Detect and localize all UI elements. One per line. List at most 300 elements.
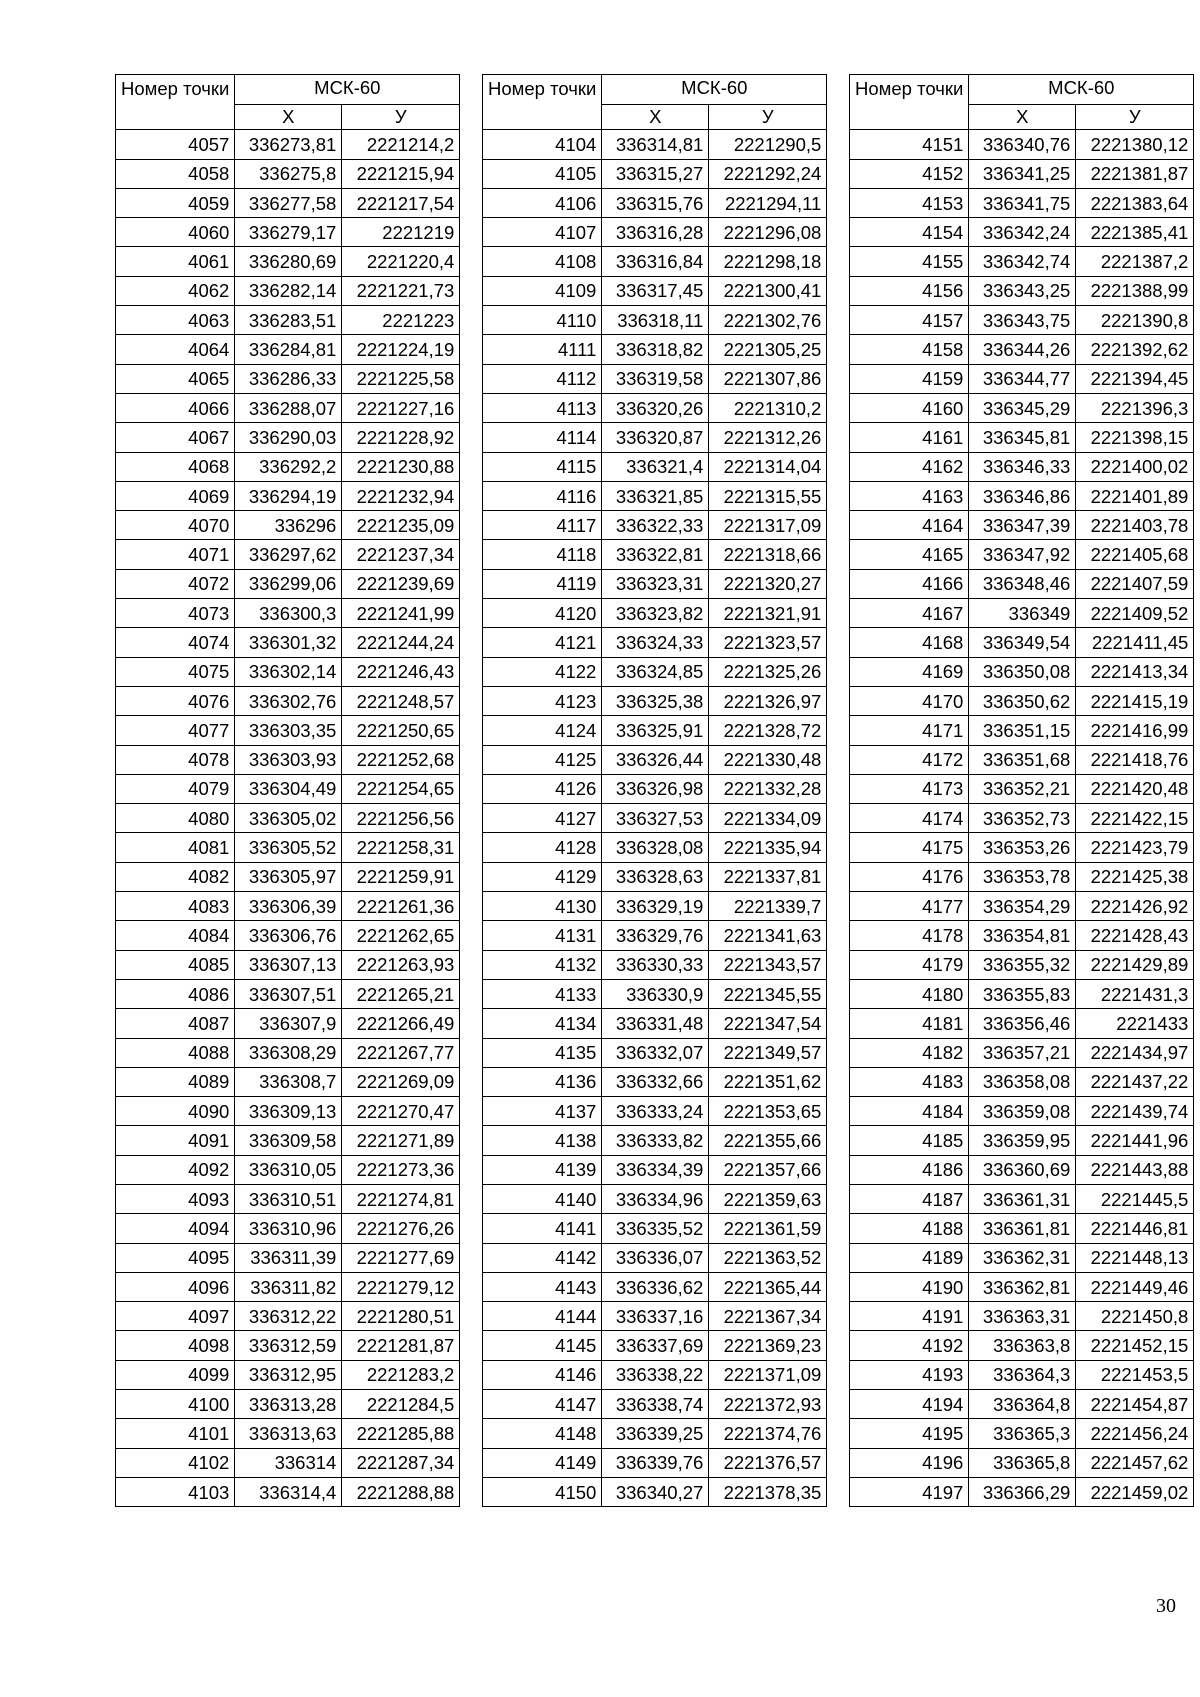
x-coordinate-cell: 336294,19 [235,481,342,510]
table-row [850,1067,1194,1096]
point-number-cell: 4140 [483,1184,602,1213]
table-row [483,1097,827,1126]
x-coordinate-cell: 336345,29 [969,393,1076,422]
table-row [483,774,827,803]
point-number-cell: 4159 [850,364,969,393]
point-number-cell: 4074 [116,628,235,657]
table-row [850,716,1194,745]
point-number-cell: 4102 [116,1448,235,1477]
table-row [116,892,460,921]
table-row [116,569,460,598]
point-number-cell: 4086 [116,979,235,1008]
point-number-cell: 4146 [483,1360,602,1389]
x-coordinate-cell: 336355,83 [969,979,1076,1008]
y-coordinate-cell: 2221405,68 [1076,540,1194,569]
x-coordinate-cell: 336326,44 [602,745,709,774]
table-row [116,218,460,247]
point-number-cell: 4131 [483,921,602,950]
x-coordinate-cell: 336338,22 [602,1360,709,1389]
point-number-cell: 4075 [116,657,235,686]
y-coordinate-cell: 2221456,24 [1076,1419,1194,1448]
table-row [850,130,1194,159]
x-coordinate-cell: 336290,03 [235,423,342,452]
x-coordinate-cell: 336325,38 [602,686,709,715]
table-row [483,1331,827,1360]
x-coordinate-cell: 336351,68 [969,745,1076,774]
table-row [116,833,460,862]
point-number-cell: 4132 [483,950,602,979]
y-coordinate-cell: 2221385,41 [1076,218,1194,247]
x-coordinate-cell: 336335,52 [602,1214,709,1243]
table-row [483,1390,827,1419]
point-number-cell: 4144 [483,1302,602,1331]
x-coordinate-cell: 336338,74 [602,1390,709,1419]
coordinates-table-1 [115,74,460,1507]
x-coordinate-cell: 336292,2 [235,452,342,481]
y-coordinate-cell: 2221217,54 [342,188,460,217]
table-row [116,511,460,540]
x-coordinate-cell: 336336,07 [602,1243,709,1272]
table-row [483,1126,827,1155]
table-row [116,862,460,891]
table-row [850,1272,1194,1301]
y-coordinate-cell: 2221357,66 [709,1155,827,1184]
point-number-cell: 4123 [483,686,602,715]
point-number-cell: 4088 [116,1038,235,1067]
y-coordinate-cell: 2221396,3 [1076,393,1194,422]
table-row [850,774,1194,803]
x-coordinate-cell: 336337,16 [602,1302,709,1331]
point-number-cell: 4092 [116,1155,235,1184]
table-row [483,218,827,247]
y-coordinate-cell: 2221223 [342,306,460,335]
point-number-cell: 4108 [483,247,602,276]
point-number-cell: 4087 [116,1009,235,1038]
y-coordinate-cell: 2221371,09 [709,1360,827,1389]
y-coordinate-cell: 2221434,97 [1076,1038,1194,1067]
x-coordinate-cell: 336296 [235,511,342,540]
x-coordinate-cell: 336336,62 [602,1272,709,1301]
y-coordinate-cell: 2221423,79 [1076,833,1194,862]
x-coordinate-cell: 336334,39 [602,1155,709,1184]
x-coordinate-cell: 336305,52 [235,833,342,862]
y-coordinate-cell: 2221269,09 [342,1067,460,1096]
x-coordinate-cell: 336352,21 [969,774,1076,803]
point-number-cell: 4070 [116,511,235,540]
table-row [116,247,460,276]
table-row [850,979,1194,1008]
y-coordinate-cell: 2221450,8 [1076,1302,1194,1331]
x-coordinate-cell: 336351,15 [969,716,1076,745]
point-number-cell: 4188 [850,1214,969,1243]
point-number-cell: 4151 [850,130,969,159]
table-row [850,1302,1194,1331]
x-coordinate-cell: 336343,75 [969,306,1076,335]
x-coordinate-cell: 336305,02 [235,804,342,833]
x-coordinate-cell: 336300,3 [235,599,342,628]
table-row [850,452,1194,481]
table-row [483,159,827,188]
table-row [483,188,827,217]
x-coordinate-cell: 336329,19 [602,892,709,921]
y-coordinate-cell: 2221320,27 [709,569,827,598]
point-number-cell: 4060 [116,218,235,247]
x-coordinate-cell: 336362,81 [969,1272,1076,1301]
header-x: Х [969,105,1076,130]
table-row [483,1067,827,1096]
x-coordinate-cell: 336322,81 [602,540,709,569]
x-coordinate-cell: 336358,08 [969,1067,1076,1096]
table-row [116,1009,460,1038]
y-coordinate-cell: 2221290,5 [709,130,827,159]
table-row [116,335,460,364]
table-row [116,1360,460,1389]
point-number-cell: 4143 [483,1272,602,1301]
x-coordinate-cell: 336323,31 [602,569,709,598]
table-row [850,686,1194,715]
x-coordinate-cell: 336363,8 [969,1331,1076,1360]
y-coordinate-cell: 2221300,41 [709,276,827,305]
y-coordinate-cell: 2221284,5 [342,1390,460,1419]
x-coordinate-cell: 336361,81 [969,1214,1076,1243]
point-number-cell: 4068 [116,452,235,481]
table-row [483,921,827,950]
x-coordinate-cell: 336328,08 [602,833,709,862]
x-coordinate-cell: 336315,27 [602,159,709,188]
x-coordinate-cell: 336304,49 [235,774,342,803]
point-number-cell: 4174 [850,804,969,833]
point-number-cell: 4073 [116,599,235,628]
y-coordinate-cell: 2221265,21 [342,979,460,1008]
point-number-cell: 4106 [483,188,602,217]
point-number-cell: 4167 [850,599,969,628]
point-number-cell: 4090 [116,1097,235,1126]
point-number-cell: 4148 [483,1419,602,1448]
table-row [116,1214,460,1243]
x-coordinate-cell: 336318,11 [602,306,709,335]
y-coordinate-cell: 2221441,96 [1076,1126,1194,1155]
point-number-cell: 4185 [850,1126,969,1155]
y-coordinate-cell: 2221228,92 [342,423,460,452]
y-coordinate-cell: 2221454,87 [1076,1390,1194,1419]
y-coordinate-cell: 2221241,99 [342,599,460,628]
table-row [483,1477,827,1506]
table-row [483,862,827,891]
point-number-cell: 4084 [116,921,235,950]
header-y: У [342,105,460,130]
y-coordinate-cell: 2221343,57 [709,950,827,979]
point-number-cell: 4150 [483,1477,602,1506]
y-coordinate-cell: 2221339,7 [709,892,827,921]
table-row [483,1009,827,1038]
point-number-cell: 4170 [850,686,969,715]
point-number-cell: 4079 [116,774,235,803]
y-coordinate-cell: 2221335,94 [709,833,827,862]
y-coordinate-cell: 2221307,86 [709,364,827,393]
table-row [483,364,827,393]
x-coordinate-cell: 336309,13 [235,1097,342,1126]
y-coordinate-cell: 2221365,44 [709,1272,827,1301]
table-row [850,1097,1194,1126]
table-row [116,1038,460,1067]
point-number-cell: 4190 [850,1272,969,1301]
table-row [483,1184,827,1213]
table-row [850,306,1194,335]
y-coordinate-cell: 2221332,28 [709,774,827,803]
x-coordinate-cell: 336299,06 [235,569,342,598]
table-row [116,393,460,422]
y-coordinate-cell: 2221280,51 [342,1302,460,1331]
y-coordinate-cell: 2221266,49 [342,1009,460,1038]
x-coordinate-cell: 336286,33 [235,364,342,393]
x-coordinate-cell: 336349 [969,599,1076,628]
point-number-cell: 4157 [850,306,969,335]
point-number-cell: 4067 [116,423,235,452]
point-number-cell: 4120 [483,599,602,628]
point-number-cell: 4101 [116,1419,235,1448]
point-number-cell: 4100 [116,1390,235,1419]
y-coordinate-cell: 2221428,43 [1076,921,1194,950]
y-coordinate-cell: 2221443,88 [1076,1155,1194,1184]
y-coordinate-cell: 2221237,34 [342,540,460,569]
y-coordinate-cell: 2221439,74 [1076,1097,1194,1126]
x-coordinate-cell: 336303,35 [235,716,342,745]
point-number-cell: 4098 [116,1331,235,1360]
x-coordinate-cell: 336322,33 [602,511,709,540]
x-coordinate-cell: 336316,84 [602,247,709,276]
x-coordinate-cell: 336317,45 [602,276,709,305]
point-number-cell: 4135 [483,1038,602,1067]
table-row [116,452,460,481]
header-x: Х [235,105,342,130]
y-coordinate-cell: 2221418,76 [1076,745,1194,774]
table-row [483,1272,827,1301]
point-number-cell: 4130 [483,892,602,921]
table-row [850,1390,1194,1419]
table-row [850,599,1194,628]
x-coordinate-cell: 336346,86 [969,481,1076,510]
y-coordinate-cell: 2221312,26 [709,423,827,452]
x-coordinate-cell: 336331,48 [602,1009,709,1038]
point-number-cell: 4072 [116,569,235,598]
x-coordinate-cell: 336340,27 [602,1477,709,1506]
point-number-cell: 4139 [483,1155,602,1184]
x-coordinate-cell: 336359,08 [969,1097,1076,1126]
point-number-cell: 4111 [483,335,602,364]
x-coordinate-cell: 336333,82 [602,1126,709,1155]
x-coordinate-cell: 336353,26 [969,833,1076,862]
y-coordinate-cell: 2221387,2 [1076,247,1194,276]
x-coordinate-cell: 336364,3 [969,1360,1076,1389]
table-row [850,833,1194,862]
point-number-cell: 4138 [483,1126,602,1155]
point-number-cell: 4065 [116,364,235,393]
x-coordinate-cell: 336316,28 [602,218,709,247]
x-coordinate-cell: 336326,98 [602,774,709,803]
y-coordinate-cell: 2221359,63 [709,1184,827,1213]
x-coordinate-cell: 336347,92 [969,540,1076,569]
y-coordinate-cell: 2221369,23 [709,1331,827,1360]
point-number-cell: 4099 [116,1360,235,1389]
y-coordinate-cell: 2221246,43 [342,657,460,686]
table-row [116,1067,460,1096]
x-coordinate-cell: 336307,13 [235,950,342,979]
point-number-cell: 4178 [850,921,969,950]
x-coordinate-cell: 336330,33 [602,950,709,979]
x-coordinate-cell: 336328,63 [602,862,709,891]
x-coordinate-cell: 336275,8 [235,159,342,188]
point-number-cell: 4083 [116,892,235,921]
y-coordinate-cell: 2221315,55 [709,481,827,510]
table-row [850,921,1194,950]
point-number-cell: 4064 [116,335,235,364]
table-row [483,950,827,979]
table-row [850,481,1194,510]
point-number-cell: 4156 [850,276,969,305]
y-coordinate-cell: 2221215,94 [342,159,460,188]
x-coordinate-cell: 336305,97 [235,862,342,891]
point-number-cell: 4081 [116,833,235,862]
table-row [116,599,460,628]
table-row [850,511,1194,540]
y-coordinate-cell: 2221227,16 [342,393,460,422]
y-coordinate-cell: 2221252,68 [342,745,460,774]
x-coordinate-cell: 336341,25 [969,159,1076,188]
point-number-cell: 4169 [850,657,969,686]
y-coordinate-cell: 2221239,69 [342,569,460,598]
x-coordinate-cell: 336319,58 [602,364,709,393]
table-row [116,1302,460,1331]
table-row [850,1184,1194,1213]
y-coordinate-cell: 2221273,36 [342,1155,460,1184]
point-number-cell: 4062 [116,276,235,305]
y-coordinate-cell: 2221355,66 [709,1126,827,1155]
table-row [116,481,460,510]
y-coordinate-cell: 2221287,34 [342,1448,460,1477]
table-row [116,1126,460,1155]
y-coordinate-cell: 2221310,2 [709,393,827,422]
table-row [116,774,460,803]
table-row [116,1155,460,1184]
table-row [483,511,827,540]
table-row [850,628,1194,657]
y-coordinate-cell: 2221254,65 [342,774,460,803]
point-number-cell: 4078 [116,745,235,774]
y-coordinate-cell: 2221392,62 [1076,335,1194,364]
table-row [483,745,827,774]
header-y: У [1076,105,1194,130]
x-coordinate-cell: 336364,8 [969,1390,1076,1419]
y-coordinate-cell: 2221314,04 [709,452,827,481]
point-number-cell: 4119 [483,569,602,598]
point-number-cell: 4171 [850,716,969,745]
y-coordinate-cell: 2221388,99 [1076,276,1194,305]
y-coordinate-cell: 2221363,52 [709,1243,827,1272]
y-coordinate-cell: 2221376,57 [709,1448,827,1477]
point-number-cell: 4189 [850,1243,969,1272]
y-coordinate-cell: 2221305,25 [709,335,827,364]
point-number-cell: 4160 [850,393,969,422]
point-number-cell: 4192 [850,1331,969,1360]
x-coordinate-cell: 336355,32 [969,950,1076,979]
table-row [116,686,460,715]
table-row [116,364,460,393]
x-coordinate-cell: 336320,26 [602,393,709,422]
point-number-cell: 4085 [116,950,235,979]
x-coordinate-cell: 336313,63 [235,1419,342,1448]
y-coordinate-cell: 2221302,76 [709,306,827,335]
x-coordinate-cell: 336352,73 [969,804,1076,833]
x-coordinate-cell: 336312,22 [235,1302,342,1331]
point-number-cell: 4093 [116,1184,235,1213]
x-coordinate-cell: 336340,76 [969,130,1076,159]
table-row [850,1243,1194,1272]
table-row [483,686,827,715]
point-number-cell: 4080 [116,804,235,833]
y-coordinate-cell: 2221292,24 [709,159,827,188]
table-row [850,1214,1194,1243]
y-coordinate-cell: 2221413,34 [1076,657,1194,686]
y-coordinate-cell: 2221262,65 [342,921,460,950]
table-row [116,979,460,1008]
table-row [116,1448,460,1477]
x-coordinate-cell: 336342,74 [969,247,1076,276]
x-coordinate-cell: 336277,58 [235,188,342,217]
point-number-cell: 4122 [483,657,602,686]
x-coordinate-cell: 336339,25 [602,1419,709,1448]
y-coordinate-cell: 2221221,73 [342,276,460,305]
point-number-cell: 4061 [116,247,235,276]
x-coordinate-cell: 336353,78 [969,862,1076,891]
point-number-cell: 4082 [116,862,235,891]
y-coordinate-cell: 2221274,81 [342,1184,460,1213]
point-number-cell: 4136 [483,1067,602,1096]
y-coordinate-cell: 2221248,57 [342,686,460,715]
point-number-cell: 4057 [116,130,235,159]
x-coordinate-cell: 336307,9 [235,1009,342,1038]
y-coordinate-cell: 2221285,88 [342,1419,460,1448]
table-row [483,1214,827,1243]
point-number-cell: 4113 [483,393,602,422]
y-coordinate-cell: 2221372,93 [709,1390,827,1419]
y-coordinate-cell: 2221452,15 [1076,1331,1194,1360]
y-coordinate-cell: 2221420,48 [1076,774,1194,803]
point-number-cell: 4142 [483,1243,602,1272]
point-number-cell: 4180 [850,979,969,1008]
y-coordinate-cell: 2221334,09 [709,804,827,833]
x-coordinate-cell: 336311,39 [235,1243,342,1272]
y-coordinate-cell: 2221453,5 [1076,1360,1194,1389]
point-number-cell: 4109 [483,276,602,305]
x-coordinate-cell: 336288,07 [235,393,342,422]
point-number-cell: 4141 [483,1214,602,1243]
point-number-cell: 4175 [850,833,969,862]
point-number-cell: 4127 [483,804,602,833]
table-row [850,423,1194,452]
y-coordinate-cell: 2221398,15 [1076,423,1194,452]
point-number-cell: 4114 [483,423,602,452]
x-coordinate-cell: 336330,9 [602,979,709,1008]
header-coordinate-system: МСК-60 [235,75,460,105]
point-number-cell: 4133 [483,979,602,1008]
table-row [850,218,1194,247]
point-number-cell: 4097 [116,1302,235,1331]
y-coordinate-cell: 2221429,89 [1076,950,1194,979]
point-number-cell: 4059 [116,188,235,217]
table-row [483,1448,827,1477]
x-coordinate-cell: 336332,66 [602,1067,709,1096]
table-row [116,628,460,657]
